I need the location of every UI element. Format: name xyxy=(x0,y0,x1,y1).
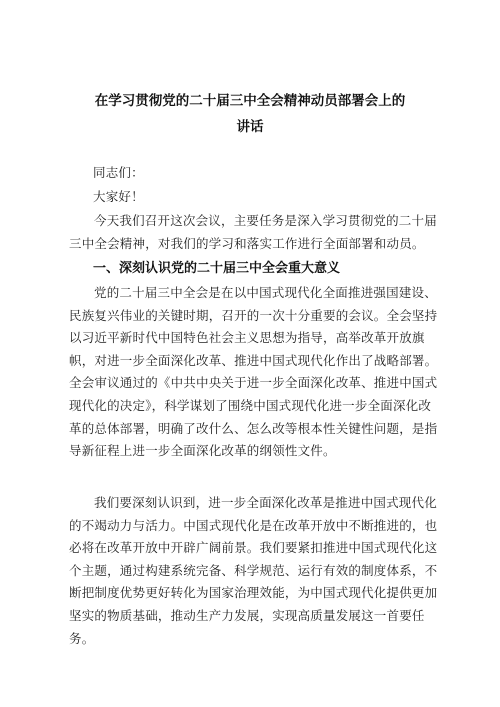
document-title-line1: 在学习贯彻党的二十届三中全会精神动员部署会上的 xyxy=(94,93,406,109)
salutation: 同志们： xyxy=(93,165,144,180)
document-title-line2: 讲话 xyxy=(236,119,264,135)
body-paragraph-2: 我们要深刻认识到，进一步全面深化改革是推进中国式现代化的不竭动力与活力。中国式现代化是在改革开放中不断推进的，也必将在改革开放中开辟广阔前景。我们要紧扣推进中国式现代化这个主题，通过构建系统完备、科学规范、运行有效的制度体系，不断把制度优势更好转化为国家治理效能，为中国式现代化提供更加坚实的物质基础，推动生产力发展，实现高质量发展这一首要任务。 xyxy=(69,495,438,646)
intro-paragraph: 今天我们召开这次会议，主要任务是深入学习贯彻党的二十届三中全会精神，对我们的学习和落实工作进行全面部署和动员。 xyxy=(69,213,437,251)
section-heading: 一、深刻认识党的二十届三中全会重大意义 xyxy=(93,261,341,276)
greeting: 大家好！ xyxy=(93,189,144,204)
body-paragraph-1: 党的二十届三中全会是在以中国式现代化全面推进强国建设、民族复兴伟业的关键时期，召开的一次十分重要的会议。全会坚持以习近平新时代中国特色社会主义思想为指导，高举改革开放旗帜，对进一步全面深化改革、推进中国式现代化作出了战略部署。全会审议通过的《中共中央关于进一步全面深化改革、推进中国式现代化的决定》，科学谋划了围绕中国式现代化进一步全面深化改革的总体部署，明确了改什么、怎么改等根本性关键性问题，是指导新征程上进一步全面深化改革的纲领性文件。 xyxy=(69,285,438,459)
